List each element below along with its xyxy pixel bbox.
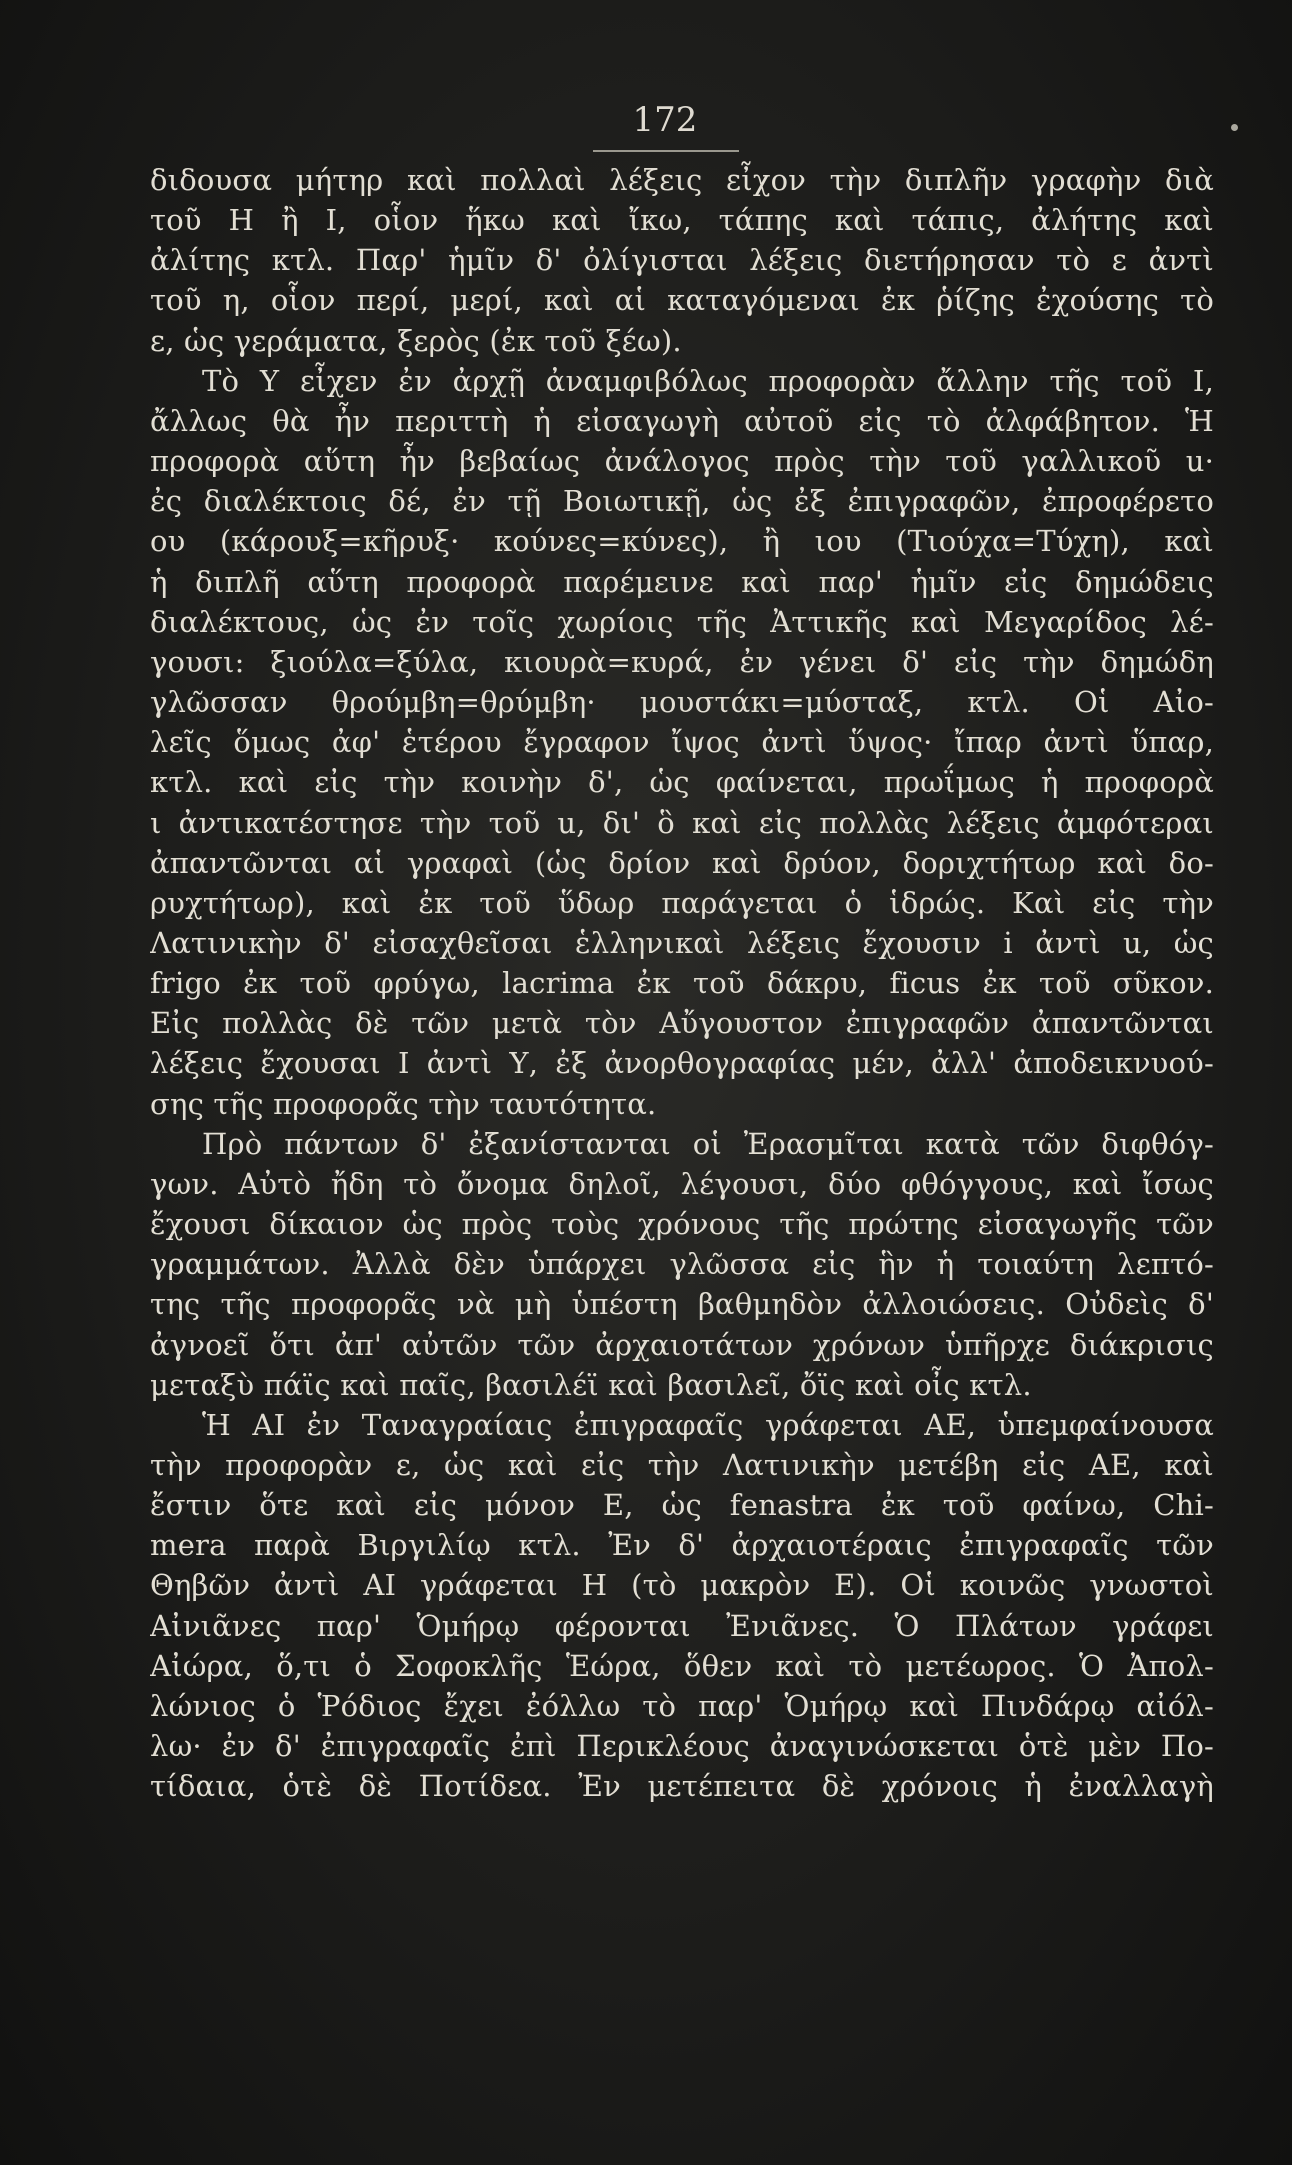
text-line: Αἰνιᾶνες παρ' Ὁμήρῳ φέρονται Ἐνιᾶνες. Ὁ Πλάτων γράφει <box>150 1608 1214 1643</box>
text-line: ρυχτήτωρ), καὶ ἐκ τοῦ ὕδωρ παράγεται ὁ ἱδρώς. Καὶ εἰς τὴν <box>150 885 1214 920</box>
text-line: ἀγνοεῖ ὅτι ἀπ' αὐτῶν τῶν ἀρχαιοτάτων χρόνων ὑπῆρχε διάκρισις <box>150 1327 1214 1362</box>
text-line: Ἡ ΑΙ ἐν Ταναγραίαις ἐπιγραφαῖς γράφεται ΑΕ, ὑπεμφαίνουσα <box>202 1407 1214 1442</box>
text-line: προφορὰ αὕτη ἦν βεβαίως ἀνάλογος πρὸς τὴν τοῦ γαλλικοῦ u· <box>150 444 1214 479</box>
text-line: σης τῆς προφορᾶς τὴν ταυτότητα. <box>150 1086 657 1121</box>
text-line: mera παρὰ Βιργιλίῳ κτλ. Ἐν δ' ἀρχαιοτέραις ἐπιγραφαῖς τῶν <box>150 1528 1214 1563</box>
text-line: τοῦ Η ἢ Ι, οἷον ἥκω καὶ ἴκω, τάπης καὶ τάπις, ἀλήτης καὶ <box>150 203 1214 238</box>
text-line: λεῖς ὅμως ἀφ' ἑτέρου ἔγραφον ἴψος ἀντὶ ὕψος· ἴπαρ ἀντὶ ὕπαρ, <box>150 725 1214 760</box>
ink-speck <box>1231 124 1238 131</box>
text-line: γουσι: ξιούλα=ξύλα, κιουρὰ=κυρά, ἐν γένει δ' εἰς τὴν δημώδη <box>150 644 1214 679</box>
text-line: τίδαια, ὁτὲ δὲ Ποτίδεα. Ἐν μετέπειτα δὲ χρόνοις ἡ ἐναλλαγὴ <box>150 1769 1214 1804</box>
body-text <box>150 160 1214 2080</box>
text-line: διαλέκτους, ὡς ἐν τοῖς χωρίοις τῆς Ἀττικῆς καὶ Μεγαρίδος λέ- <box>150 604 1214 639</box>
page-number-rule <box>593 150 739 152</box>
text-line: γλῶσσαν θρούμβη=θρύμβη· μουστάκι=μύσταξ, κτλ. Οἱ Αἰο- <box>150 685 1214 720</box>
text-line: ἔστιν ὅτε καὶ εἰς μόνον Ε, ὡς fenastra ἐκ τοῦ φαίνω, Chi- <box>150 1488 1214 1523</box>
text-line: ἡ διπλῆ αὕτη προφορὰ παρέμεινε καὶ παρ' ἡμῖν εἰς δημώδεις <box>150 564 1214 599</box>
text-line: Πρὸ πάντων δ' ἐξανίστανται οἱ Ἐρασμῖται κατὰ τῶν διφθόγ- <box>202 1126 1214 1161</box>
text-line: κτλ. καὶ εἰς τὴν κοινὴν δ', ὡς φαίνεται, πρωΐμως ἡ προφορὰ <box>150 765 1214 800</box>
text-line: γων. Αὐτὸ ἤδη τὸ ὄνομα δηλοῖ, λέγουσι, δύο φθόγγους, καὶ ἴσως <box>150 1166 1214 1201</box>
text-line: λω· ἐν δ' ἐπιγραφαῖς ἐπὶ Περικλέους ἀναγινώσκεται ὁτὲ μὲν Πο- <box>150 1729 1214 1764</box>
text-line: τοῦ η, οἷον περί, μερί, καὶ αἱ καταγόμεναι ἐκ ῥίζης ἐχούσης τὸ <box>150 283 1214 318</box>
text-line: της τῆς προφορᾶς νὰ μὴ ὑπέστη βαθμηδὸν ἀλλοιώσεις. Οὐδεὶς δ' <box>150 1287 1214 1322</box>
text-line: ε, ὡς γεράματα, ξερὸς (ἐκ τοῦ ξέω). <box>150 323 682 358</box>
text-line: διδουσα μήτηρ καὶ πολλαὶ λέξεις εἶχον τὴν διπλῆν γραφὴν διὰ <box>150 163 1214 197</box>
text-line: Εἰς πολλὰς δὲ τῶν μετὰ τὸν Αὔγουστον ἐπιγραφῶν ἀπαντῶνται <box>150 1006 1214 1041</box>
text-line: ἐς διαλέκτοις δέ, ἐν τῇ Βοιωτικῇ, ὡς ἐξ ἐπιγραφῶν, ἐπροφέρετο <box>150 484 1214 519</box>
text-line: ι ἀντικατέστησε τὴν τοῦ u, δι' ὃ καὶ εἰς πολλὰς λέξεις ἀμφότεραι <box>150 805 1214 840</box>
text-line: Τὸ Υ εἶχεν ἐν ἀρχῇ ἀναμφιβόλως προφορὰν ἄλλην τῆς τοῦ Ι, <box>202 363 1214 398</box>
text-line: ἀπαντῶνται αἱ γραφαὶ (ὡς δρίον καὶ δρύον, δοριχτήτωρ καὶ δο- <box>150 845 1214 880</box>
text-line: λώνιος ὁ Ῥόδιος ἔχει ἐόλλω τὸ παρ' Ὁμήρῳ καὶ Πινδάρῳ αἰόλ- <box>150 1688 1214 1723</box>
text-line: τὴν προφορὰν ε, ὡς καὶ εἰς τὴν Λατινικὴν μετέβη εἰς ΑΕ, καὶ <box>150 1448 1214 1482</box>
text-line: ἀλίτης κτλ. Παρ' ἡμῖν δ' ὀλίγισται λέξεις διετήρησαν τὸ ε ἀντὶ <box>150 243 1214 278</box>
text-line: γραμμάτων. Ἀλλὰ δὲν ὑπάρχει γλῶσσα εἰς ἣν ἡ τοιαύτη λεπτό- <box>150 1247 1214 1282</box>
text-line: μεταξὺ πάϊς καὶ παῖς, βασιλέϊ καὶ βασιλεῖ, ὄϊς καὶ οἶς κτλ. <box>150 1367 1032 1402</box>
text-line: ἄλλως θὰ ἦν περιττὴ ἡ εἰσαγωγὴ αὐτοῦ εἰς τὸ ἀλφάβητον. Ἡ <box>150 403 1214 438</box>
text-line: λέξεις ἔχουσαι Ι ἀντὶ Υ, ἐξ ἀνορθογραφίας μέν, ἀλλ' ἀποδεικνυού- <box>150 1046 1214 1081</box>
page-number: 172 <box>632 100 698 140</box>
text-line: Θηβῶν ἀντὶ ΑΙ γράφεται Η (τὸ μακρὸν Ε). Οἱ κοινῶς γνωστοὶ <box>150 1568 1214 1603</box>
text-line: Λατινικὴν δ' εἰσαχθεῖσαι ἑλληνικαὶ λέξεις ἔχουσιν i ἀντὶ u, ὡς <box>150 925 1214 960</box>
text-line: Αἰώρα, ὅ,τι ὁ Σοφοκλῆς Ἑώρα, ὅθεν καὶ τὸ μετέωρος. Ὁ Ἀπολ- <box>150 1648 1214 1683</box>
text-line: ἔχουσι δίκαιον ὡς πρὸς τοὺς χρόνους τῆς πρώτης εἰσαγωγῆς τῶν <box>150 1207 1214 1242</box>
text-line: frigo ἐκ τοῦ φρύγω, lacrima ἐκ τοῦ δάκρυ, ficus ἐκ τοῦ σῦκον. <box>150 966 1214 1001</box>
text-line: ου (κάρουξ=κῆρυξ· κούνες=κύνες), ἢ ιου (Τιούχα=Τύχη), καὶ <box>150 524 1214 559</box>
